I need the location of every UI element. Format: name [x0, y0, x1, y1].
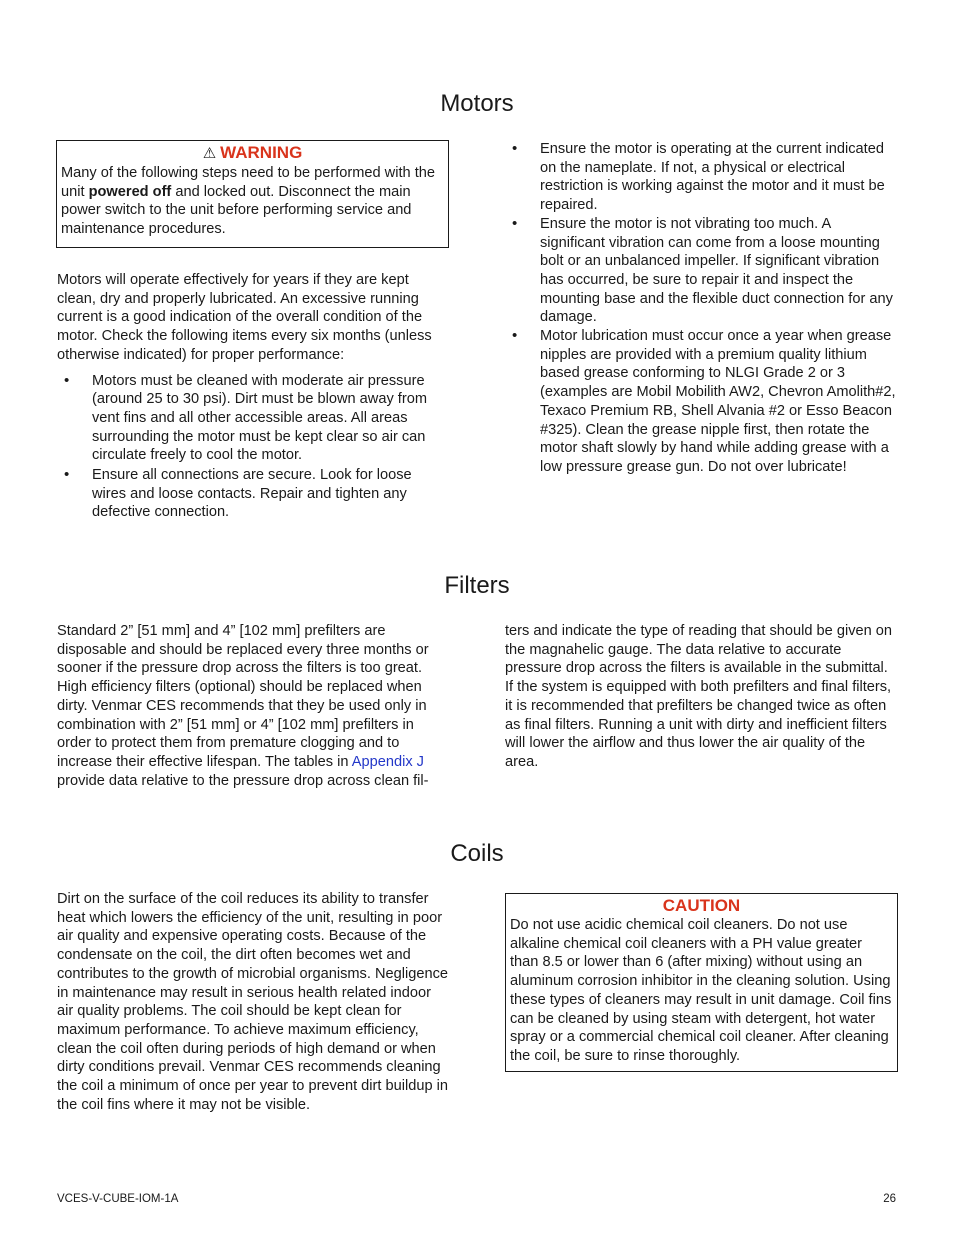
motors-left-column	[57, 271, 449, 522]
caution-text: Do not use acidic chemical coil cleaners. Do not use alkaline chemical coil cleaners with a PH value greater than 8.5 or lower than 6 (after mixing) without using an aluminum corrosion inhibitor in the cleaning solution. Using these types of cleaners may result in unit damage. Coil fins can be cleaned by using steam with detergent, hot water spray or a commercial chemical coil cleaner. After cleaning the coil, be sure to rinse thoroughly.	[510, 917, 892, 1064]
coils-left-text: Dirt on the surface of the coil reduces its ability to transfer heat which lowers the efficiency of the unit, resulting in poor air quality and expensive operating costs. Because of the condensate on the coil, the dirt often becomes wet and contributes to the growth of microbial organisms. Negligence in maintenance may result in serious health related indoor air quality problems. The coil should be kept clean for maximum performance. To achieve maximum efficiency, clean the coil often during periods of high demand or when dirty conditions prevail. Venmar CES recommends cleaning the coil a minimum of once per year to prevent dirt buildup in the coil fins where it may not be visible.	[57, 891, 448, 1113]
filters-left-post: provide data relative to the pressure drop across clean fil-	[57, 772, 429, 789]
warning-triangle-icon: ⚠	[202, 145, 217, 162]
appendix-j-link[interactable]: Appendix J	[351, 753, 424, 770]
motors-bullets-right	[505, 140, 898, 477]
footer-doc-id: VCES-V-CUBE-IOM-1A	[57, 1193, 179, 1205]
list-item: • Motors must be cleaned with moderate air pressure (around 25 to 30 psi). Dirt must be blown away from vent fins and all other accessible areas. All areas surrounding the motor must be kept clear so air can circulate freely to cool the motor.	[57, 372, 449, 466]
filters-heading: Filters	[444, 572, 510, 599]
caution-title: CAUTION	[662, 896, 741, 915]
warning-text	[61, 164, 444, 239]
warning-text-post: and locked out. Disconnect the main power switch to the unit before performing service and maintenance procedures.	[61, 183, 412, 238]
filters-left-text	[57, 622, 442, 790]
coils-left-column	[57, 890, 449, 1114]
list-item: • Motor lubrication must occur once a year when grease nipples are provided with a premium quality lithium based grease conforming to NLGI Grade 2 or 3 (examples are Mobil Mobilith AW2, Chevron Amolith#2, Texaco Premium RB, Shell Alvania #2 or Esso Beacon #325). Clean the grease nipple first, then rotate the motor shaft slowly by hand while adding grease with a low pressure grease gun. Do not over lubricate!	[505, 327, 898, 477]
warning-title	[61, 143, 444, 164]
motors-intro: Motors will operate effectively for years if they are kept clean, dry and properly lubricated. An excessive running current is a good indication of the overall condition of the motor. Check the following items every six months (unless otherwise indicated) for proper performance:	[57, 272, 432, 363]
filters-right-text: ters and indicate the type of reading that should be given on the magnahelic gauge. The data relative to accurate pressure drop across the filters is available in the submittal. If the system is equipped with both prefilters and final filters, it is recommended that prefilters be changed twice as often as final filters. Running a unit with dirty and inefficient filters will lower the airflow and thus lower the air quality of the area.	[505, 623, 893, 770]
coils-heading: Coils	[450, 840, 504, 867]
motors-bullets-left	[57, 372, 449, 523]
page-number: 26	[883, 1193, 896, 1205]
warning-text-bold: powered off	[88, 183, 172, 200]
filters-left-pre: Standard 2” [51 mm] and 4” [102 mm] prefilters are disposable and should be replaced every three months or sooner if the pressure drop across the filters is too great. High efficiency filters (optional) should be replaced when dirty. Venmar CES recommends that they be used only in combination with 2” [51 mm] or 4” [102 mm] prefilters in order to protect them from premature clogging and to increase their effective lifespan. The tables in	[57, 623, 429, 770]
warning-text-pre: Many of the following steps need to be performed with the unit	[61, 165, 435, 200]
filters-right-column	[505, 622, 897, 772]
list-item: • Ensure the motor is operating at the current indicated on the nameplate. If not, a physical or electrical restriction is working against the motor and it must be repaired.	[505, 140, 898, 215]
caution-box	[505, 893, 898, 1072]
warning-title-text: WARNING	[220, 143, 303, 162]
motors-heading: Motors	[440, 90, 514, 117]
warning-box	[56, 140, 449, 248]
motors-right-column	[505, 140, 898, 477]
filters-left-column	[57, 622, 442, 790]
list-item: • Ensure all connections are secure. Look for loose wires and loose contacts. Repair and tighten any defective connection.	[57, 466, 449, 522]
list-item: • Ensure the motor is not vibrating too much. A significant vibration can come from a loose mounting bolt or an unbalanced impeller. If significant vibration has occurred, be sure to repair it and inspect the mounting base and the flexible duct connection for any damage.	[505, 215, 898, 327]
